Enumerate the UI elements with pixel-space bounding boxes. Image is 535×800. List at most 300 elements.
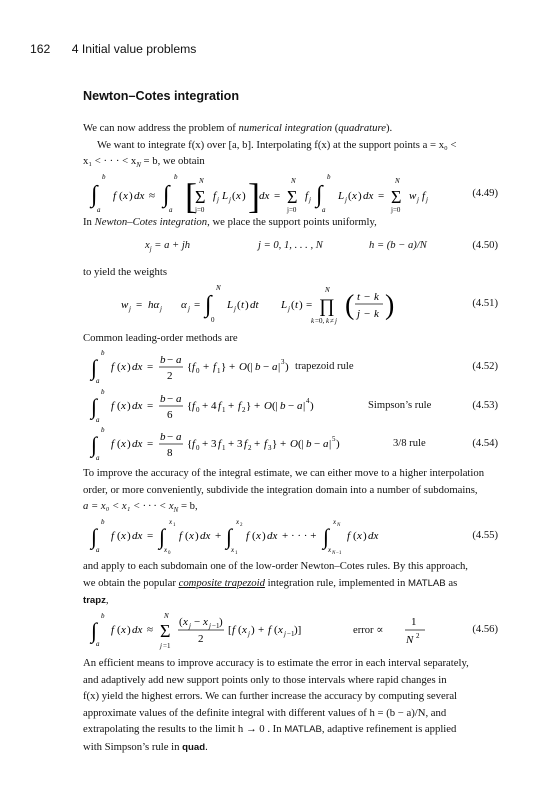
intro-line-3: x₁ < · · · < $x_N = b$, we obtain — [83, 155, 205, 170]
svg-text:(: ( — [117, 400, 121, 412]
error-label: error ∝ — [353, 625, 384, 636]
svg-text:+: + — [258, 624, 265, 636]
svg-text:dt: dt — [250, 299, 259, 311]
svg-text:(|: (| — [247, 361, 253, 373]
svg-text:b: b — [174, 173, 178, 181]
svg-text:j: j — [209, 622, 211, 630]
adaptive-line-2: and adaptively add new support points only to those intervals where rapid changes in — [83, 673, 447, 686]
svg-text:x: x — [121, 400, 126, 412]
svg-text:3: 3 — [281, 358, 285, 366]
svg-text:(: ( — [117, 361, 121, 373]
svg-text:w: w — [409, 190, 417, 202]
svg-text:j=0: j=0 — [195, 206, 205, 214]
composite-line-1: and apply to each subdomain one of the low-order Newton–Cotes rules. By this approach, — [83, 560, 468, 572]
svg-text:−: − — [167, 393, 174, 405]
svg-text:f: f — [246, 530, 250, 542]
svg-text:8: 8 — [167, 447, 173, 459]
svg-text:f: f — [238, 400, 242, 412]
composite-line-3: trapz, — [83, 594, 109, 607]
svg-text:a: a — [176, 354, 182, 366]
svg-text:): ) — [310, 400, 314, 412]
svg-text:+: + — [228, 400, 235, 412]
svg-text:): ) — [358, 190, 362, 202]
svg-text:+ 4: + 4 — [202, 400, 217, 412]
equation-number: (4.53) — [472, 400, 498, 411]
svg-text:a: a — [96, 377, 100, 385]
svg-text:+: + — [215, 530, 222, 542]
svg-text:+: + — [280, 438, 287, 450]
svg-text:}: } — [221, 361, 227, 373]
svg-text:2: 2 — [198, 633, 204, 645]
svg-text:(: ( — [117, 438, 121, 450]
svg-text:j: j — [335, 317, 337, 325]
subdivision-line-2: order, or more conveniently, subdivide the integration domain into a number of subdomains, — [83, 483, 478, 496]
svg-text:f: f — [111, 438, 115, 450]
equation-4-49 — [83, 170, 498, 220]
svg-text:=: = — [136, 299, 143, 311]
svg-text:|: | — [303, 400, 306, 412]
equation-4-51 — [83, 282, 498, 328]
svg-text:=0,: =0, — [315, 317, 325, 325]
svg-text:f: f — [111, 530, 115, 542]
svg-text:−: − — [167, 354, 174, 366]
svg-text:f: f — [218, 438, 222, 450]
subdivision-line-1: To improve the accuracy of the integral estimate, we can either move to a higher interpolation — [83, 467, 485, 479]
svg-text:N: N — [216, 284, 221, 292]
svg-text:j: j — [229, 196, 231, 204]
svg-text:2: 2 — [248, 444, 252, 452]
svg-text:0: 0 — [168, 551, 171, 556]
svg-text:a: a — [322, 206, 326, 214]
svg-text:[: [ — [228, 624, 232, 636]
svg-text:a: a — [96, 640, 100, 648]
svg-text:x: x — [231, 546, 235, 554]
svg-text:+: + — [254, 438, 261, 450]
svg-text:j=0: j=0 — [391, 206, 401, 214]
svg-text:N: N — [395, 177, 400, 185]
svg-text:b: b — [101, 612, 105, 620]
svg-text:+: + — [254, 400, 261, 412]
svg-text:+: + — [229, 361, 236, 373]
subdivision-paragraph — [83, 465, 498, 519]
chapter-title: 4 Initial value problems — [71, 42, 197, 56]
svg-text:f: f — [264, 438, 268, 450]
svg-text:f: f — [111, 624, 115, 636]
svg-text:x: x — [121, 361, 126, 373]
svg-text:): ) — [285, 361, 289, 373]
svg-text:1: 1 — [235, 551, 238, 556]
svg-text:j: j — [284, 630, 286, 638]
svg-text:(: ( — [117, 530, 121, 542]
svg-text:f: f — [111, 361, 115, 373]
svg-text:−: − — [194, 616, 201, 628]
svg-text:x: x — [123, 190, 128, 202]
svg-text:∫: ∫ — [205, 292, 212, 318]
svg-text:1: 1 — [222, 444, 226, 452]
svg-text:(: ( — [274, 624, 278, 636]
svg-text:t: t — [295, 299, 299, 311]
svg-text:f: f — [218, 400, 222, 412]
svg-text:w: w — [121, 299, 129, 311]
intro-line-2: We want to integrate f(x) over [a, b]. Interpolating f(x) at the support points a = x₀ < — [97, 138, 457, 151]
equation-4-50-support-points: $x_j = a$ + jh — [145, 240, 191, 254]
svg-text:x: x — [352, 190, 357, 202]
svg-text:5: 5 — [332, 435, 336, 443]
svg-text:−: − — [314, 438, 321, 450]
svg-text:b: b — [160, 431, 166, 443]
svg-text:O: O — [264, 400, 272, 412]
svg-text:dx: dx — [368, 530, 379, 542]
svg-text:f: f — [347, 530, 351, 542]
svg-text:≈: ≈ — [149, 190, 156, 202]
svg-text:): ) — [129, 190, 133, 202]
svg-text:L: L — [281, 299, 288, 311]
svg-text:k: k — [311, 317, 315, 325]
svg-text:Σ: Σ — [195, 187, 206, 207]
svg-text:N: N — [325, 286, 330, 294]
svg-text:∫: ∫ — [91, 524, 98, 549]
svg-text:(: ( — [353, 530, 357, 542]
subdivision-line-3: a = x₀ < x₁ < · · · < $x_N = b$, — [83, 500, 198, 515]
svg-text:): ) — [127, 361, 131, 373]
equation-4-50 — [83, 237, 498, 259]
svg-text:=: = — [306, 299, 313, 311]
svg-text:x: x — [203, 616, 208, 628]
svg-text:): ) — [385, 290, 395, 321]
equation-4-52 — [83, 349, 498, 385]
weights-intro: to yield the weights — [83, 266, 168, 278]
svg-text:): ) — [262, 530, 266, 542]
svg-text:k: k — [374, 291, 379, 303]
svg-text:x: x — [278, 624, 283, 636]
svg-text:+ 3: + 3 — [202, 438, 217, 450]
svg-text:a: a — [169, 206, 173, 214]
svg-text:2: 2 — [242, 406, 246, 414]
svg-text:hα: hα — [148, 299, 160, 311]
svg-text:): ) — [127, 624, 131, 636]
svg-text:dx: dx — [132, 530, 143, 542]
svg-text:): ) — [219, 616, 223, 628]
svg-text:j: j — [309, 196, 311, 204]
svg-text:1: 1 — [217, 367, 221, 375]
equation-4-54-formula — [91, 426, 371, 462]
svg-text:−: − — [364, 291, 371, 303]
svg-text:f: f — [192, 400, 196, 412]
svg-text:−: − — [167, 431, 174, 443]
adaptive-line-3: f(x) yield the highest errors. We can further increase the accuracy by computing several — [83, 690, 458, 703]
svg-text:−: − — [364, 308, 371, 320]
svg-text:=: = — [378, 190, 385, 202]
svg-text:3: 3 — [268, 444, 272, 452]
equation-4-53-formula — [91, 388, 361, 424]
svg-text:f: f — [192, 361, 196, 373]
svg-text:≈: ≈ — [147, 624, 154, 636]
svg-text:(: ( — [345, 290, 355, 321]
svg-text:N: N — [337, 523, 341, 528]
svg-text:x: x — [256, 530, 261, 542]
svg-text:b: b — [101, 426, 105, 434]
page-number: 162 — [30, 42, 51, 56]
svg-text:b: b — [101, 518, 105, 526]
adaptive-line-5: extrapolating the results to the limit h → 0 . In MATLAB, adaptive refinement is applied — [83, 723, 457, 736]
svg-text:f: f — [213, 361, 217, 373]
svg-text:=: = — [147, 400, 154, 412]
svg-text:∫: ∫ — [323, 524, 330, 549]
svg-text:a: a — [96, 416, 100, 424]
svg-text:[: [ — [185, 176, 197, 216]
svg-text:f: f — [305, 190, 309, 202]
svg-text:): ) — [251, 624, 255, 636]
error-fraction — [403, 610, 433, 654]
svg-text:k: k — [326, 317, 330, 325]
svg-text:(: ( — [185, 530, 189, 542]
svg-text:(: ( — [291, 299, 295, 311]
svg-text:2: 2 — [416, 632, 420, 640]
svg-text:f: f — [113, 190, 117, 202]
svg-text:∫: ∫ — [91, 432, 98, 457]
svg-text:(: ( — [238, 624, 242, 636]
svg-text:b: b — [160, 393, 166, 405]
svg-text:Σ: Σ — [391, 187, 402, 207]
svg-text:Σ: Σ — [160, 621, 171, 641]
equation-number: (4.50) — [472, 240, 498, 251]
svg-text:∫: ∫ — [163, 182, 170, 208]
svg-text:1: 1 — [411, 616, 417, 628]
svg-text:≠: ≠ — [330, 317, 334, 325]
svg-text:N: N — [291, 177, 296, 185]
svg-text:|: | — [278, 361, 281, 373]
svg-text:a: a — [176, 393, 182, 405]
svg-text:}: } — [246, 400, 252, 412]
equation-4-56 — [83, 610, 498, 654]
svg-text:+ 3: + 3 — [228, 438, 243, 450]
svg-text:k: k — [374, 308, 379, 320]
svg-text:=: = — [274, 190, 281, 202]
svg-text:N: N — [406, 634, 414, 646]
svg-text:b: b — [101, 388, 105, 396]
svg-text:=: = — [147, 361, 154, 373]
svg-text:=: = — [147, 530, 154, 542]
svg-text:dx: dx — [132, 624, 143, 636]
svg-text:a: a — [272, 361, 278, 373]
svg-text:2: 2 — [240, 523, 243, 528]
svg-text:x: x — [357, 530, 362, 542]
svg-text:∫: ∫ — [91, 394, 98, 419]
svg-text:∫: ∫ — [91, 182, 98, 208]
svg-text:x: x — [183, 616, 188, 628]
svg-text:x: x — [236, 190, 241, 202]
svg-text:N: N — [199, 177, 204, 185]
equation-4-53 — [83, 388, 498, 424]
svg-text:x: x — [333, 518, 337, 526]
svg-text:}: } — [272, 438, 278, 450]
svg-text:x: x — [328, 546, 332, 554]
intro-line-1: We can now address the problem of numerical integration (quadrature). — [83, 122, 393, 134]
svg-text:a: a — [297, 400, 303, 412]
svg-text:t: t — [357, 291, 361, 303]
svg-text:j: j — [345, 196, 347, 204]
svg-text:−: − — [288, 400, 295, 412]
trapezoid-rule-label: trapezoid rule — [295, 361, 354, 372]
svg-text:x: x — [242, 624, 247, 636]
svg-text:(|: (| — [298, 438, 304, 450]
svg-text:b: b — [160, 354, 166, 366]
svg-text:f: f — [111, 400, 115, 412]
svg-text:j: j — [248, 630, 250, 638]
three-eighths-rule-label: 3/8 rule — [393, 438, 426, 449]
svg-text:f: f — [268, 624, 272, 636]
svg-text:Σ: Σ — [287, 187, 298, 207]
svg-text:|: | — [329, 438, 332, 450]
svg-text:j: j — [189, 622, 191, 630]
svg-text:x: x — [121, 438, 126, 450]
svg-text:N: N — [332, 551, 336, 556]
svg-text:4: 4 — [306, 397, 310, 405]
svg-text:b: b — [255, 361, 261, 373]
svg-text:L: L — [338, 190, 345, 202]
svg-text:): ) — [299, 299, 303, 311]
svg-text:{: { — [187, 361, 193, 373]
section-title: Newton–Cotes integration — [83, 89, 240, 103]
svg-text:{: { — [187, 400, 193, 412]
svg-text:j: j — [234, 305, 236, 313]
intro-paragraph — [83, 120, 498, 174]
svg-text:(|: (| — [272, 400, 278, 412]
svg-text:): ) — [245, 299, 249, 311]
svg-text:a: a — [96, 454, 100, 462]
equation-4-55 — [83, 516, 498, 556]
svg-text:+ · · · +: + · · · + — [282, 530, 317, 542]
svg-text:0: 0 — [211, 316, 215, 324]
svg-text:a: a — [96, 546, 100, 554]
svg-text:6: 6 — [167, 409, 173, 421]
equation-number: (4.49) — [472, 188, 498, 199]
svg-text:∫: ∫ — [91, 355, 98, 380]
equation-number: (4.55) — [472, 530, 498, 541]
svg-text:+: + — [203, 361, 210, 373]
svg-text:f: f — [179, 530, 183, 542]
svg-text:f: f — [192, 438, 196, 450]
svg-text:(: ( — [232, 190, 236, 202]
svg-text:): ) — [242, 190, 246, 202]
svg-text:]: ] — [248, 176, 260, 216]
svg-text:(: ( — [252, 530, 256, 542]
svg-text:=: = — [147, 438, 154, 450]
equation-4-50-step: h = (b − a)/N — [369, 240, 427, 251]
svg-text:j: j — [426, 196, 428, 204]
svg-text:): ) — [195, 530, 199, 542]
svg-text:dx: dx — [200, 530, 211, 542]
svg-text:j: j — [160, 642, 162, 650]
svg-text:2: 2 — [167, 370, 173, 382]
svg-text:0: 0 — [196, 406, 200, 414]
composite-paragraph — [83, 558, 498, 610]
equation-number: (4.54) — [472, 438, 498, 449]
svg-text:L: L — [227, 299, 234, 311]
newton-cotes-paragraph: In Newton–Cotes integration, we place the support points uniformly, — [83, 216, 377, 228]
svg-text:1: 1 — [173, 523, 176, 528]
svg-text:b: b — [101, 349, 105, 357]
svg-text:j: j — [288, 305, 290, 313]
svg-text:0: 0 — [196, 367, 200, 375]
svg-text:−1: −1 — [212, 622, 220, 630]
svg-text:b: b — [306, 438, 312, 450]
svg-text:): ) — [336, 438, 340, 450]
svg-text:O: O — [290, 438, 298, 450]
svg-text:dx: dx — [267, 530, 278, 542]
svg-text:∫: ∫ — [159, 524, 166, 549]
svg-text:dx: dx — [132, 438, 143, 450]
svg-text:b: b — [327, 173, 331, 181]
simpsons-rule-label: Simpson’s rule — [368, 400, 432, 411]
svg-text:j=0: j=0 — [287, 206, 297, 214]
equation-4-51-formula — [121, 282, 461, 328]
equation-number: (4.56) — [472, 624, 498, 635]
svg-text:−: − — [263, 361, 270, 373]
svg-text:L: L — [222, 190, 229, 202]
svg-text:x: x — [164, 546, 168, 554]
equation-4-56-formula — [91, 610, 391, 654]
equation-number: (4.52) — [472, 361, 498, 372]
svg-text:x: x — [189, 530, 194, 542]
adaptive-line-4: approximate values of the definite integral with different values of h = (b − a)/N, and — [83, 706, 447, 719]
adaptive-line-1: An efficient means to improve accuracy is to estimate the error in each interval separately, — [83, 657, 469, 669]
svg-text:=1: =1 — [163, 642, 171, 650]
svg-text:j: j — [160, 305, 162, 313]
svg-text:N: N — [164, 612, 169, 620]
svg-text:(: ( — [119, 190, 123, 202]
equation-4-54 — [83, 426, 498, 462]
svg-text:a: a — [97, 206, 101, 214]
running-header — [30, 42, 196, 56]
svg-text:): ) — [127, 400, 131, 412]
svg-text:)]: )] — [294, 624, 302, 636]
svg-text:f: f — [213, 190, 217, 202]
svg-text:=: = — [194, 299, 201, 311]
svg-text:): ) — [363, 530, 367, 542]
svg-text:f: f — [422, 190, 426, 202]
svg-text:−1: −1 — [336, 551, 342, 556]
svg-text:b: b — [102, 173, 106, 181]
svg-text:(: ( — [117, 624, 121, 636]
svg-text:(: ( — [348, 190, 352, 202]
svg-text:{: { — [187, 438, 193, 450]
svg-text:j: j — [188, 305, 190, 313]
svg-text:f: f — [232, 624, 236, 636]
equation-4-55-formula — [91, 516, 411, 556]
svg-text:0: 0 — [196, 444, 200, 452]
svg-text:∫: ∫ — [226, 524, 233, 549]
composite-line-2: we obtain the popular composite trapezoid integration rule, implemented in MATLAB as — [83, 576, 458, 589]
adaptive-line-6: with Simpson’s rule in quad. — [83, 740, 208, 753]
svg-text:t: t — [241, 299, 245, 311]
svg-text:−1: −1 — [287, 630, 295, 638]
svg-text:j: j — [129, 305, 131, 313]
equation-4-49-formula — [91, 170, 471, 220]
svg-text:j: j — [417, 196, 419, 204]
svg-text:dx: dx — [132, 400, 143, 412]
svg-text:∫: ∫ — [91, 618, 98, 643]
adaptive-paragraph — [83, 655, 498, 757]
svg-text:j: j — [357, 308, 361, 320]
methods-intro: Common leading-order methods are — [83, 332, 238, 344]
svg-text:): ) — [127, 530, 131, 542]
svg-text:a: a — [176, 431, 182, 443]
svg-text:f: f — [244, 438, 248, 450]
equation-4-50-index-range: j = 0, 1, . . . , N — [258, 240, 323, 251]
svg-text:∫: ∫ — [316, 182, 323, 208]
svg-text:dx: dx — [132, 361, 143, 373]
